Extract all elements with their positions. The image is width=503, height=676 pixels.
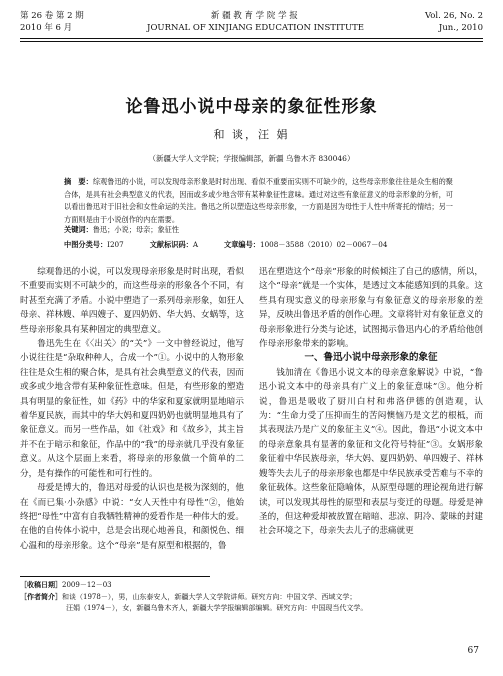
- body-paragraph: 鲁迅先生在《〈出关〉的“关”》一文中曾经说过，他写小说往往是“杂取种种人，合成一个”①。小说中的人物形象往往是众生相的聚合体，是具有社会典型意义的代表，因而或多或少地含带有某种象征性意味。但是，有些形象的塑造具有明显的象征性，如《药》中的华家和夏家就明显地暗示着华夏民族，而其中的华大妈和夏四奶奶也就明显地具有了象征意义。而另一些作品，如《社戏》和《故乡》，其主旨并不在于暗示和象征，作品中的“我”的母亲就几乎没有象征意义。从这个层面上来看，将母亲的形象做一个简单的二分，是有操作的可能性和可行性的。: [20, 339, 244, 479]
- received-label: ［收稿日期］: [20, 581, 62, 589]
- abstract-label: 摘 要：: [64, 177, 93, 186]
- journal-name-cn: 新 疆 教 育 学 院 学 报: [210, 11, 298, 21]
- article-number: 文章编号：1008－3588（2010）02－0067－04: [224, 240, 388, 249]
- header-rule-thin: [20, 41, 483, 42]
- abstract-text: 综观鲁迅的小说，可以发现母亲形象是时时出现、看似不重要而实则不可缺少的，这些母亲形象往往是众生相的聚合体，是具有社会典型意义的代表，因而或多或少地含带有某种象征性意味。通过对这些有象征意义的母亲形象的分析，可以看出鲁迅对于旧社会和女性命运的关注。鲁迅之所以塑造这些母亲形象，一方面是因为母性于人性中所寄托的情结；另一方面则是由于小说创作的内在需要。: [64, 177, 453, 224]
- journal-name-en: JOURNAL OF XINJIANG EDUCATION INSTITUTE: [147, 23, 365, 33]
- author-bio-label: ［作者简介］: [20, 592, 62, 601]
- body-column-right: [259, 265, 483, 539]
- classification-line: [64, 240, 473, 250]
- article-title: 论鲁迅小说中母亲的象征性形象: [125, 97, 378, 117]
- clc-number: 中图分类号：I207: [64, 240, 124, 249]
- volume-issue-cn: 第 26 卷 第 2 期: [20, 11, 84, 21]
- document-code: 文献标识码：A: [149, 240, 199, 249]
- footnote-rule: [20, 576, 210, 577]
- volume-issue-en: Vol. 26, No. 2: [424, 11, 483, 21]
- abstract: [64, 176, 453, 226]
- body-paragraph: 钱加清在《鲁迅小说文本的母亲意象解说》中说，“鲁迅小说文本中的母亲具有广义上的象征意味”③。他分析说，鲁迅是吸收了厨川白村和弗洛伊德的创造观，认为：“生命力受了压抑而生的苦闷懊恼乃是文艺的根柢，而其表现法乃是广义的象征主义”④。因此，鲁迅“小说文本中的母亲意象具有显著的象征和文化符号特征”③。女娲形象象征着中华民族母亲，华大妈、夏四奶奶、单四嫂子、祥林嫂等失去儿子的母亲形象也都是中华民族承受苦难与不幸的象征载体。这些象征隐喻体，从原型母题的理论视角进行解读，可以发现其母性的原型和表层与变迁的母题。母爱是神圣的，但这种爱却被放置在暗暗、悲凉、阴冷、蒙昧的封建社会环境之下，母亲失去儿子的悲痛就更: [259, 367, 483, 537]
- received-date: 2009－12－03: [62, 581, 112, 589]
- section-heading: 一、鲁迅小说中母亲形象的象征: [304, 352, 438, 364]
- author-bio-2: 汪娟（1974－），女，新疆乌鲁木齐人，新疆大学学报编辑部编辑。研究方向：中国现当代文学。: [66, 604, 368, 612]
- body-column-left: [20, 265, 244, 553]
- body-paragraph: 综观鲁迅的小说，可以发现母亲形象是时时出现，看似不重要而实则不可缺少的，而这些母亲的形象各个不同，有时甚至充满了矛盾。小说中塑造了一系列母亲形象，如狂人母亲、祥林嫂、单四嫂子、夏四奶奶、华大妈、女蜗等，这些母亲形象具有某种固定的典型意义。: [20, 267, 244, 335]
- date-cn: 2010 年 6 月: [20, 23, 73, 33]
- keywords-text: 鲁迅；小说；母亲；象征性: [92, 225, 180, 234]
- footnote: [20, 580, 483, 615]
- running-header: [20, 10, 483, 34]
- author-affiliation: （新疆大学人文学院；学报编辑部，新疆 乌鲁木齐 830046）: [148, 154, 355, 163]
- page-number: 67: [467, 646, 479, 656]
- article-authors: 和 谈，汪 娟: [213, 128, 290, 141]
- header-rule-thick: [20, 38, 483, 39]
- body-paragraph: 母爱是博大的，鲁迅对母爱的认识也是极为深刻的，他在《而已集·小杂感》中说：“女人天性中有母性”②，他始终把“母性”中富有自我牺牲精神的爱看作是一种伟大的爱。在他的自传体小说中，总是会出现心地善良，和颜悦色、细心温和的母亲形象。这个“母亲”是有原型和根据的，鲁: [20, 483, 244, 551]
- author-bio-1: 和谈（1978－），男，山东泰安人，新疆大学人文学院讲师。研究方向：中国文学、西域文学；: [62, 592, 357, 601]
- keywords: [64, 225, 453, 235]
- keywords-label: 关键词：: [64, 225, 93, 234]
- body-paragraph: 迅在塑造这个“母亲”形象的时候倾注了自己的感情，所以，这个“母亲”就是一个实体，是透过文本能感知到的具象。这些具有现实意义的母亲形象与有象征意义的母亲形象的差异，反映出鲁迅矛盾的创作心理。文章将针对有象征意义的母亲形象进行分类与论述，试图揭示鲁迅内心的矛盾给他创作母亲形象带来的影响。: [259, 267, 483, 350]
- date-en: Jun., 2010: [438, 23, 483, 33]
